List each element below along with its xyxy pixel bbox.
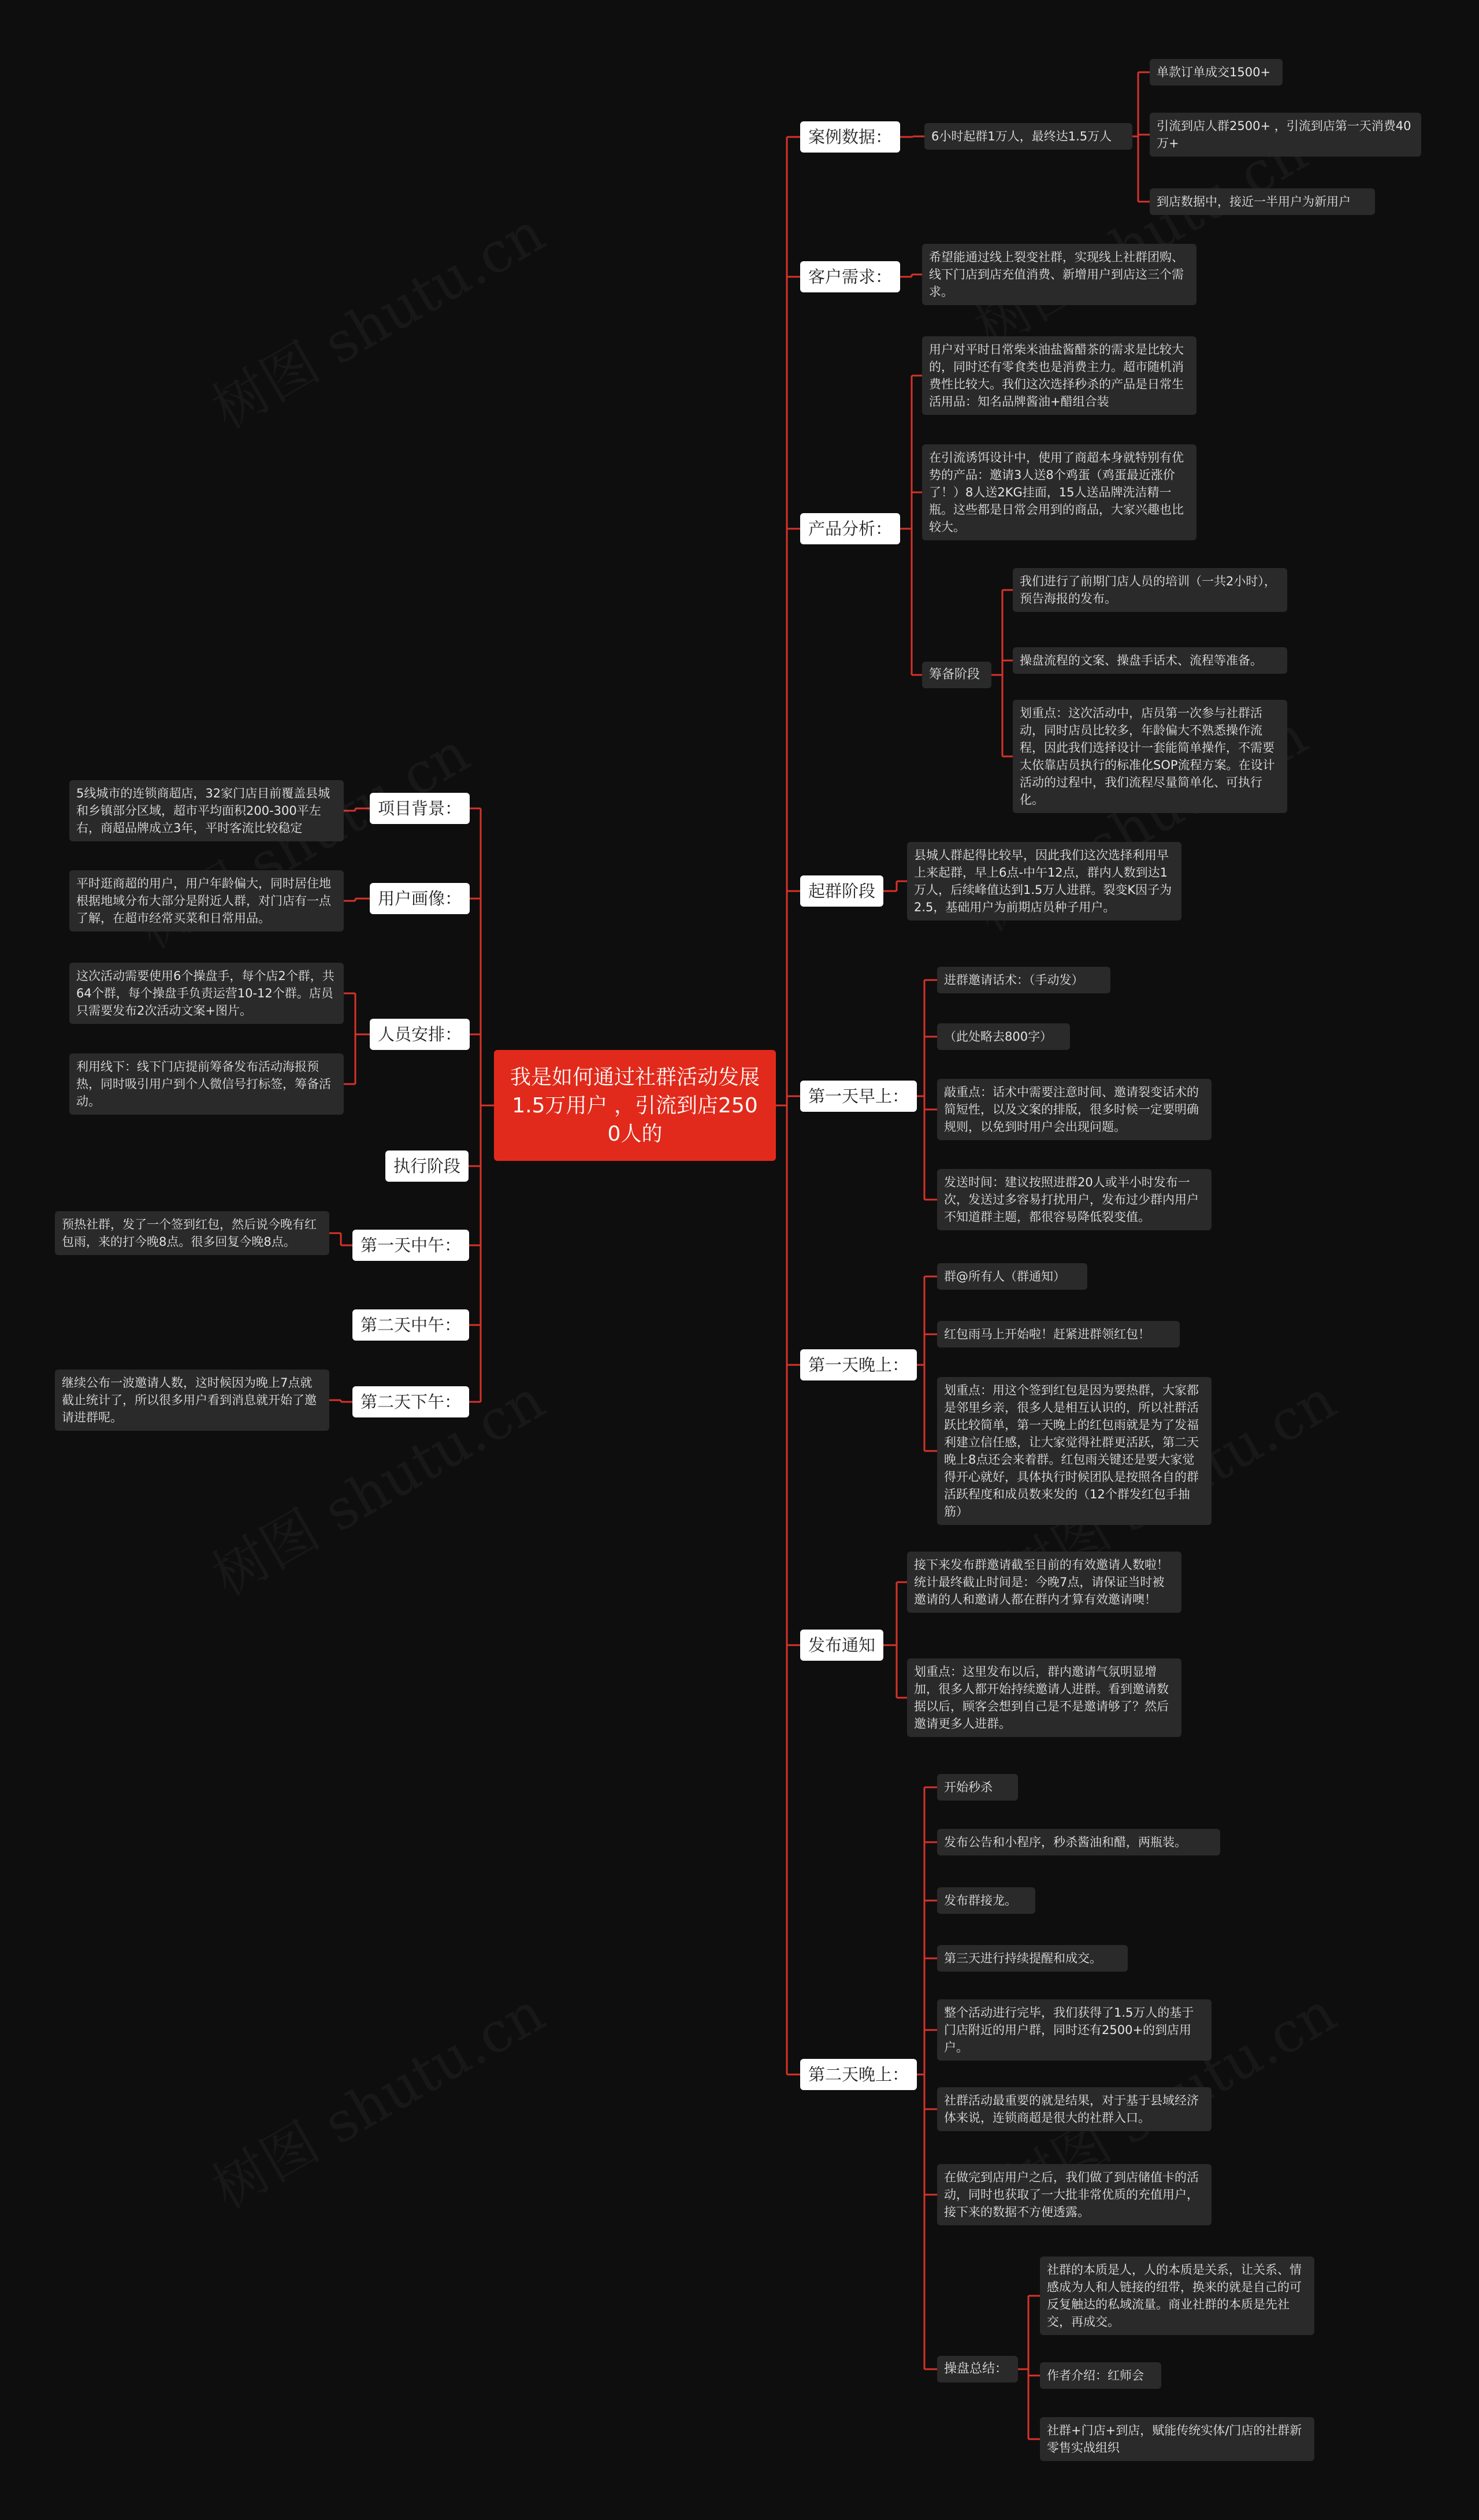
branch-launch-stage[interactable]: 起群阶段 <box>800 875 883 907</box>
leaf-day1-evening[interactable]: 划重点：用这个签到红包是因为要热群，大家都是邻里乡亲，很多人是相互认识的，所以社群活跃比较简单，第一天晚上的红包雨就是为了发福利建立信任感，让大家觉得社群更活跃，第二天晚上8点还会来着群。红包雨关键还是要大家觉得开心就好，具体执行时候团队是按照各自的群活跃程度和成员数来发的（12个群发红包手抽筋） <box>937 1377 1212 1525</box>
leaf-day1-morning[interactable]: 进群邀请话术：（手动发） <box>937 967 1110 993</box>
leaf-case-detail[interactable]: 单款订单成交1500+ <box>1150 59 1283 86</box>
leaf-day1-evening[interactable]: 群@所有人（群通知） <box>937 1263 1087 1290</box>
leaf-operation-summary[interactable]: 作者介绍：红师会 <box>1040 2362 1161 2389</box>
leaf-preparation[interactable]: 操盘流程的文案、操盘手话术、流程等准备。 <box>1013 647 1287 674</box>
leaf-launch-stage[interactable]: 县城人群起得比较早，因此我们这次选择利用早上来起群，早上6点-中午12点，群内人数到达1万人，后续峰值达到1.5万人进群。裂变K因子为2.5，基础用户为前期店员种子用户。 <box>907 842 1181 921</box>
leaf-day2-evening[interactable]: 第三天进行持续提醒和成交。 <box>937 1945 1128 1972</box>
leaf-operation-summary[interactable]: 社群的本质是人，人的本质是关系，让关系、情感成为人和人链接的纽带，换来的就是自己的可反复触达的私域流量。商业社群的本质是先社交，再成交。 <box>1040 2257 1314 2335</box>
leaf-day2-evening[interactable]: 开始秒杀 <box>937 1774 1018 1801</box>
leaf-day1-evening[interactable]: 红包雨马上开始啦！赶紧进群领红包！ <box>937 1321 1180 1348</box>
leaf-day1-noon[interactable]: 预热社群，发了一个签到红包，然后说今晚有红包雨，来的打今晚8点。很多回复今晚8点。 <box>55 1211 329 1255</box>
sub-branch-preparation[interactable]: 筹备阶段 <box>922 662 991 688</box>
leaf-publish-notice[interactable]: 接下来发布群邀请截至目前的有效邀请人数啦！统计最终截止时间是：今晚7点，请保证当时被邀请的人和邀请人都在群内才算有效邀请噢！ <box>907 1552 1181 1613</box>
leaf-staff-arrangement[interactable]: 利用线下：线下门店提前筹备发布活动海报预热，同时吸引用户到个人微信号打标签，筹备活动。 <box>69 1053 344 1115</box>
leaf-day1-morning[interactable]: 发送时间：建议按照进群20人或半小时发布一次，发送过多容易打扰用户，发布过少群内用户不知道群主题，都很容易降低裂变值。 <box>937 1169 1212 1230</box>
leaf-project-background[interactable]: 5线城市的连锁商超店，32家门店目前覆盖县城和乡镇部分区域，超市平均面积200-300平左右，商超品牌成立3年，平时客流比较稳定 <box>69 780 344 841</box>
leaf-day2-evening[interactable]: 整个活动进行完毕，我们获得了1.5万人的基于门店附近的用户群，同时还有2500+的到店用户。 <box>937 1999 1212 2061</box>
branch-case-data[interactable]: 案例数据： <box>800 121 900 153</box>
branch-publish-notice[interactable]: 发布通知 <box>800 1630 883 1661</box>
branch-project-background[interactable]: 项目背景： <box>370 793 470 824</box>
branch-day1-morning[interactable]: 第一天早上： <box>800 1081 917 1112</box>
leaf-product-analysis[interactable]: 在引流诱饵设计中，使用了商超本身就特别有优势的产品：邀请3人送8个鸡蛋（鸡蛋最近涨价了！）8人送2KG挂面，15人送品牌洗洁精一瓶。这些都是日常会用到的商品，大家兴趣也比较大。 <box>922 444 1196 540</box>
leaf-day2-evening[interactable]: 社群活动最重要的就是结果，对于基于县域经济体来说，连锁商超是很大的社群入口。 <box>937 2087 1212 2131</box>
branch-execution-stage[interactable]: 执行阶段 <box>385 1150 469 1182</box>
branch-customer-demand[interactable]: 客户需求： <box>800 261 900 292</box>
leaf-day2-evening[interactable]: 在做完到店用户之后，我们做了到店储值卡的活动，同时也获取了一大批非常优质的充值用户，接下来的数据不方便透露。 <box>937 2164 1212 2225</box>
branch-day2-afternoon[interactable]: 第二天下午： <box>352 1386 469 1417</box>
sub-branch-operation-summary[interactable]: 操盘总结： <box>937 2356 1018 2382</box>
leaf-case-detail[interactable]: 引流到店人群2500+ ，引流到店第一天消费40万+ <box>1150 113 1421 157</box>
branch-user-persona[interactable]: 用户画像： <box>370 883 470 914</box>
branch-day1-evening[interactable]: 第一天晚上： <box>800 1349 917 1380</box>
branch-product-analysis[interactable]: 产品分析： <box>800 513 900 544</box>
leaf-preparation[interactable]: 我们进行了前期门店人员的培训（一共2小时），预告海报的发布。 <box>1013 568 1287 612</box>
leaf-day2-evening[interactable]: 发布公告和小程序，秒杀酱油和醋，两瓶装。 <box>937 1829 1220 1855</box>
leaf-day2-afternoon[interactable]: 继续公布一波邀请人数，这时候因为晚上7点就截止统计了，所以很多用户看到消息就开始了邀请进群呢。 <box>55 1370 329 1431</box>
branch-day1-noon[interactable]: 第一天中午： <box>352 1230 469 1261</box>
leaf-preparation[interactable]: 划重点：这次活动中，店员第一次参与社群活动，同时店员比较多，年龄偏大不熟悉操作流程，因此我们选择设计一套能简单操作，不需要太依靠店员执行的标准化SOP流程方案。在设计活动的过程中，我们流程尽量简单化、可执行化。 <box>1013 700 1287 813</box>
leaf-day2-evening[interactable]: 发布群接龙。 <box>937 1887 1035 1914</box>
leaf-operation-summary[interactable]: 社群+门店+到店，赋能传统实体/门店的社群新零售实战组织 <box>1040 2417 1314 2461</box>
leaf-product-analysis[interactable]: 用户对平时日常柴米油盐酱醋茶的需求是比较大的，同时还有零食类也是消费主力。超市随机消费性比较大。我们这次选择秒杀的产品是日常生活用品：知名品牌酱油+醋组合装 <box>922 336 1196 415</box>
root-topic[interactable]: 我是如何通过社群活动发展1.5万用户 ，引流到店2500人的 <box>494 1050 776 1161</box>
leaf-customer-demand[interactable]: 希望能通过线上裂变社群，实现线上社群团购、线下门店到店充值消费、新增用户到店这三个需求。 <box>922 244 1196 305</box>
branch-staff-arrangement[interactable]: 人员安排： <box>370 1019 470 1050</box>
branch-day2-evening[interactable]: 第二天晚上： <box>800 2059 917 2090</box>
leaf-day1-morning[interactable]: 敲重点：话术中需要注意时间、邀请裂变话术的简短性，以及文案的排版，很多时候一定要明确规则，以免到时用户会出现问题。 <box>937 1079 1212 1140</box>
leaf-user-persona[interactable]: 平时逛商超的用户，用户年龄偏大，同时居住地根据地域分布大部分是附近人群，对门店有一点了解，在超市经常买菜和日常用品。 <box>69 870 344 931</box>
branch-day2-noon[interactable]: 第二天中午： <box>352 1309 469 1341</box>
leaf-staff-arrangement[interactable]: 这次活动需要使用6个操盘手，每个店2个群，共64个群，每个操盘手负责运营10-12个群。店员只需要发布2次活动文案+图片。 <box>69 963 344 1024</box>
leaf-day1-morning[interactable]: （此处略去800字） <box>937 1023 1070 1050</box>
leaf-case-summary[interactable]: 6小时起群1万人，最终达1.5万人 <box>924 123 1132 150</box>
leaf-case-detail[interactable]: 到店数据中，接近一半用户为新用户 <box>1150 188 1375 215</box>
leaf-publish-notice[interactable]: 划重点：这里发布以后，群内邀请气氛明显增加，很多人都开始持续邀请人进群。看到邀请数据以后，顾客会想到自己是不是邀请够了？然后邀请更多人进群。 <box>907 1658 1181 1737</box>
